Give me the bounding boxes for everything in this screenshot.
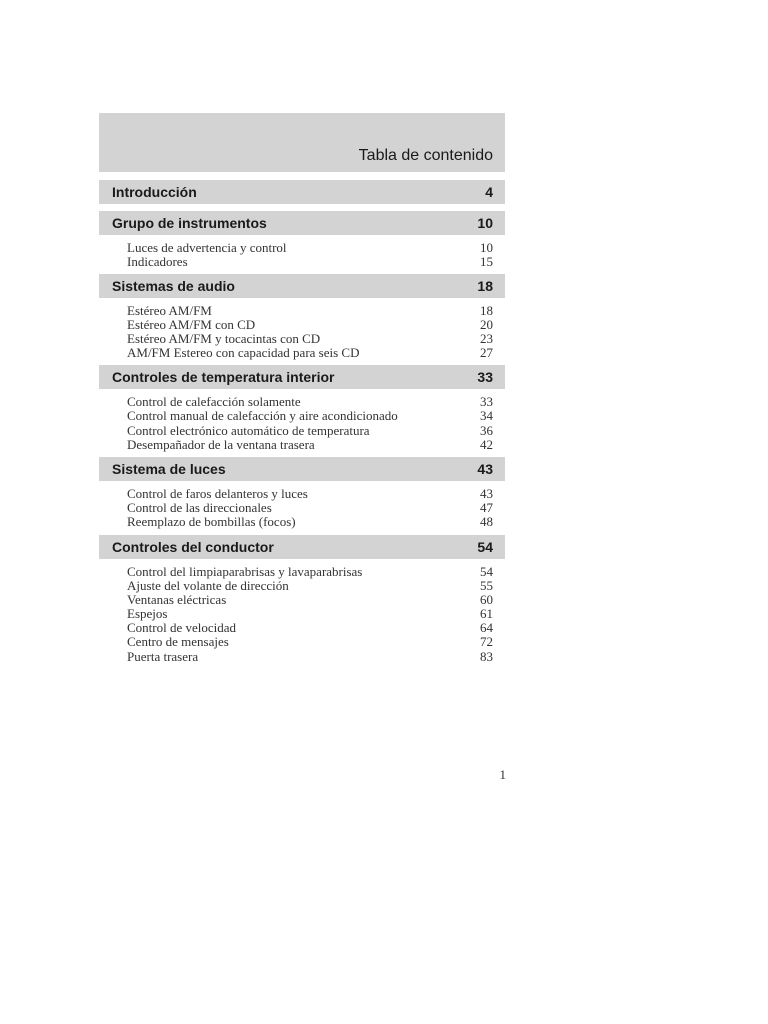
toc-entry[interactable]: [127, 409, 493, 423]
entry-page: 61: [480, 606, 493, 621]
entry-label: Control de calefacción solamente: [127, 394, 301, 409]
entry-label: Puerta trasera: [127, 649, 199, 664]
entry-page: 36: [480, 423, 493, 438]
entry-page: 47: [480, 500, 493, 515]
entry-label: AM/FM Estereo con capacidad para seis CD: [127, 345, 360, 360]
entry-label: Estéreo AM/FM con CD: [127, 317, 256, 332]
toc-entry[interactable]: [127, 565, 493, 579]
section-label: Sistema de luces: [112, 461, 226, 477]
page-number: 1: [499, 767, 506, 782]
section-page: 33: [477, 369, 493, 385]
toc-entry[interactable]: [127, 515, 493, 529]
toc-entry[interactable]: [127, 241, 493, 255]
section-introduccion[interactable]: [99, 180, 505, 204]
toc-entry[interactable]: [127, 332, 493, 346]
section-page: 4: [485, 184, 493, 200]
section-sistema-de-luces[interactable]: [99, 457, 505, 481]
entry-label: Desempañador de la ventana trasera: [127, 437, 315, 452]
entry-label: Reemplazo de bombillas (focos): [127, 514, 296, 529]
entry-page: 23: [480, 331, 493, 346]
section-page: 43: [477, 461, 493, 477]
entry-page: 18: [480, 303, 493, 318]
entry-label: Control de velocidad: [127, 620, 237, 635]
section-label: Controles de temperatura interior: [112, 369, 335, 385]
toc-entry[interactable]: [127, 438, 493, 452]
toc-entry[interactable]: [127, 635, 493, 649]
entry-page: 54: [480, 564, 493, 579]
toc-entry[interactable]: [127, 579, 493, 593]
entry-page: 43: [480, 486, 493, 501]
section-sistemas-de-audio[interactable]: [99, 274, 505, 298]
toc-entry[interactable]: [127, 424, 493, 438]
section-page: 10: [477, 215, 493, 231]
entry-label: Centro de mensajes: [127, 634, 229, 649]
entry-page: 60: [480, 592, 493, 607]
entry-label: Luces de advertencia y control: [127, 240, 287, 255]
section-label: Controles del conductor: [112, 539, 274, 555]
toc-entry[interactable]: [127, 593, 493, 607]
entry-label: Espejos: [127, 606, 168, 621]
section-grupo-de-instrumentos[interactable]: [99, 211, 505, 235]
entry-label: Control electrónico automático de temperatura: [127, 423, 370, 438]
section-controles-de-temperatura[interactable]: [99, 365, 505, 389]
entry-page: 34: [480, 408, 493, 423]
section-page: 54: [477, 539, 493, 555]
toc-entry[interactable]: [127, 650, 493, 664]
section-label: Introducción: [112, 184, 197, 200]
toc-entry[interactable]: [127, 487, 493, 501]
entry-label: Ajuste del volante de dirección: [127, 578, 289, 593]
toc-entry[interactable]: [127, 621, 493, 635]
entry-page: 48: [480, 514, 493, 529]
toc-entry[interactable]: [127, 304, 493, 318]
toc-entry[interactable]: [127, 346, 493, 360]
entry-label: Estéreo AM/FM: [127, 303, 212, 318]
section-label: Sistemas de audio: [112, 278, 235, 294]
toc-entry[interactable]: [127, 607, 493, 621]
page-title: Tabla de contenido: [358, 147, 493, 164]
entry-page: 64: [480, 620, 493, 635]
entry-page: 72: [480, 634, 493, 649]
toc-entry[interactable]: [127, 395, 493, 409]
entry-label: Estéreo AM/FM y tocacintas con CD: [127, 331, 321, 346]
entry-label: Control manual de calefacción y aire acondicionado: [127, 408, 398, 423]
title-block: [99, 113, 505, 172]
entry-label: Ventanas eléctricas: [127, 592, 227, 607]
entry-page: 10: [480, 240, 493, 255]
entry-label: Control de las direccionales: [127, 500, 272, 515]
toc-entry[interactable]: [127, 255, 493, 269]
entry-label: Indicadores: [127, 254, 188, 269]
entry-label: Control de faros delanteros y luces: [127, 486, 308, 501]
entry-page: 15: [480, 254, 493, 269]
section-page: 18: [477, 278, 493, 294]
entry-page: 42: [480, 437, 493, 452]
toc-entry[interactable]: [127, 501, 493, 515]
entry-page: 27: [480, 345, 493, 360]
entry-label: Control del limpiaparabrisas y lavaparabrisas: [127, 564, 363, 579]
entry-page: 55: [480, 578, 493, 593]
entry-page: 33: [480, 394, 493, 409]
section-controles-del-conductor[interactable]: [99, 535, 505, 559]
section-label: Grupo de instrumentos: [112, 215, 267, 231]
toc-entry[interactable]: [127, 318, 493, 332]
entry-page: 83: [480, 649, 493, 664]
entry-page: 20: [480, 317, 493, 332]
